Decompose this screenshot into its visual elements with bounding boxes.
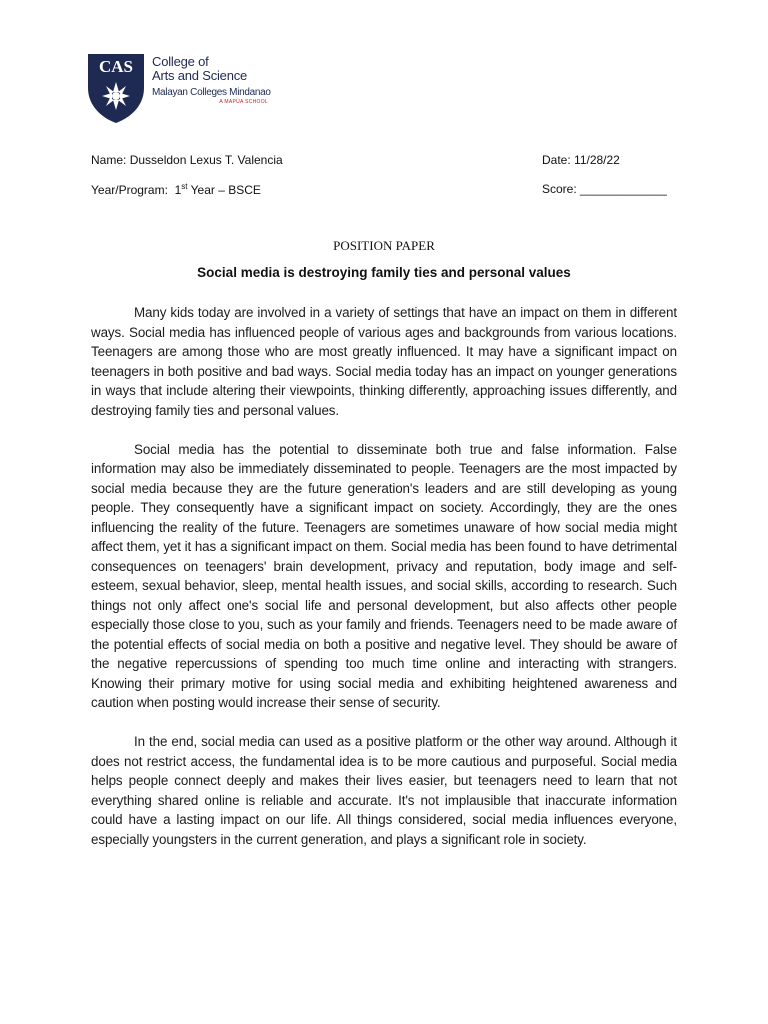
paper-title: Social media is destroying family ties and personal values xyxy=(197,265,571,280)
name-field xyxy=(91,153,283,167)
score-field xyxy=(542,182,667,196)
college-line-1: College of xyxy=(152,54,209,69)
paragraph-1: Many kids today are involved in a variety of settings that have an impact on them in different ways. Social media has influenced people of various ages and backgrounds from various locations. Teenagers are among those who are most greatly influenced. It may have a significant impact on teenagers in both positive and bad ways. Social media today has an impact on younger generations in ways that include altering their viewpoints, thinking differently, approaching issues differently, and destroying family ties and personal values. xyxy=(91,305,677,418)
year-label: Year/Program: xyxy=(91,183,168,197)
date-label: Date: xyxy=(542,153,571,167)
score-label: Score: xyxy=(542,182,577,196)
paragraph-2: Social media has the potential to disseminate both true and false information. False information may also be immediately disseminated to people. Teenagers are the most impacted by social media because they are the future generation's leaders and are still developing as young people. They consequently have a significant impact on society. Accordingly, they are the ones influencing the reality of the future. Teenagers are sometimes unaware of how social media might affect them, yet it has a significant impact on them. Social media has been found to have detrimental consequences on teenagers' brain development, privacy and reputation, body image and self-esteem, sexual behavior, sleep, mental health issues, and social skills, according to research. Such things not only affect one's social life and personal development, but also affects other people especially those close to you, such as your family and friends. Teenagers need to be made aware of the potential effects of social media on both a positive and negative level. They should be aware of the negative repercussions of spending too much time online and interacting with strangers. Knowing their primary motive for using social media and exhibiting heightened awareness and caution when posting would increase their sense of security. xyxy=(91,441,677,710)
score-blank: _____________ xyxy=(580,182,667,196)
year-program-field xyxy=(91,182,261,197)
date-field xyxy=(542,153,620,167)
name-value: Dusseldon Lexus T. Valencia xyxy=(129,153,283,167)
college-line-2: Arts and Science xyxy=(152,68,248,83)
college-logo xyxy=(86,52,286,124)
school-name: Malayan Colleges Mindanao xyxy=(152,87,271,98)
year-program-value: Year – BSCE xyxy=(190,183,261,197)
date-value: 11/28/22 xyxy=(574,153,620,167)
shield-emblem-icon xyxy=(86,52,146,124)
school-tagline: A MAPÚA SCHOOL xyxy=(219,99,268,105)
logo-text xyxy=(152,55,271,105)
logo-abbr: CAS xyxy=(98,57,134,76)
paper-type-heading: POSITION PAPER xyxy=(333,238,435,253)
paper-body xyxy=(91,303,677,869)
year-number: 1 xyxy=(174,183,182,197)
paragraph-3: In the end, social media can used as a positive platform or the other way around. Although it does not restrict access, the fundamental idea is to be more cautious and purposeful. Social media helps people connect deeply and makes their lives easier, but teenagers need to learn that not everything shared online is reliable and accurate. It's not implausible that inaccurate information could have a lasting impact on our life. All things considered, social media influences everyone, especially youngsters in the current generation, and plays a significant role in society. xyxy=(91,734,677,847)
year-suffix: st xyxy=(181,182,188,191)
name-label: Name: xyxy=(91,153,127,167)
